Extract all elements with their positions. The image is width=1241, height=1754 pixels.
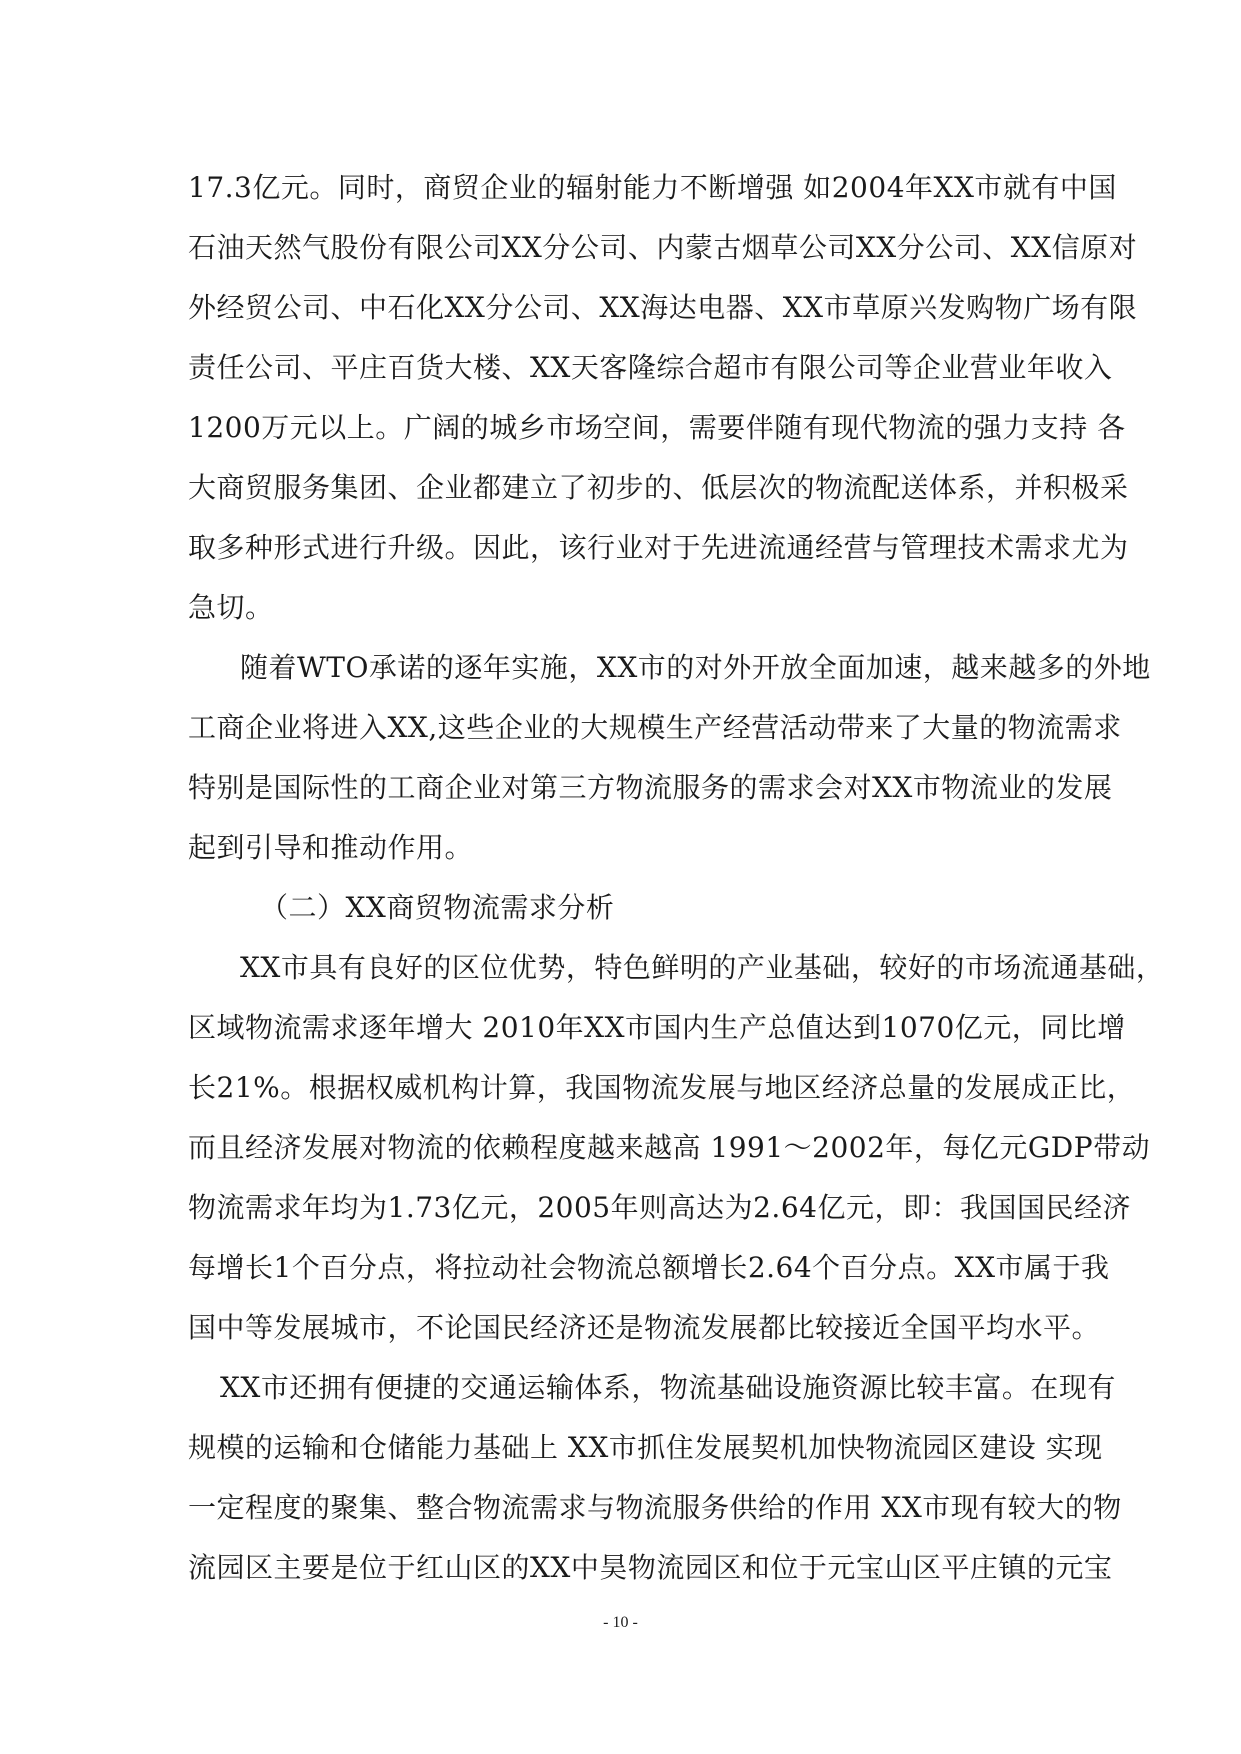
body-text [188, 158, 1165, 1598]
text-line: 工商企业将进入XX,这些企业的大规模生产经营活动带来了大量的物流需求 [188, 711, 1122, 744]
text-line: 一定程度的聚集、整合物流需求与物流服务供给的作用 XX市现有较大的物 [188, 1491, 1122, 1524]
text-line: 区域物流需求逐年增大 2010年XX市国内生产总值达到1070亿元，同比增 [188, 1011, 1126, 1044]
paragraph-start-line: XX市具有良好的区位优势，特色鲜明的产业基础，较好的市场流通基础， [240, 951, 1165, 984]
text-line: 每增长1个百分点，将拉动社会物流总额增长2.64个百分点。XX市属于我 [188, 1251, 1110, 1284]
text-line: 起到引导和推动作用。 [188, 831, 474, 864]
paragraph-start-line: XX市还拥有便捷的交通运输体系，物流基础设施资源比较丰富。在现有 [220, 1371, 1116, 1404]
text-line: 规模的运输和仓储能力基础上 XX市抓住发展契机加快物流园区建设 实现 [188, 1431, 1103, 1464]
section-heading: （二）XX商贸物流需求分析 [260, 891, 615, 924]
paragraph-start-line: 随着WTO承诺的逐年实施，XX市的对外开放全面加速，越来越多的外地 [240, 651, 1151, 684]
page-number: - 10 - [603, 1614, 638, 1631]
text-line: 流园区主要是位于红山区的XX中昊物流园区和位于元宝山区平庄镇的元宝 [188, 1551, 1113, 1584]
text-line: 长21%。根据权威机构计算，我国物流发展与地区经济总量的发展成正比， [188, 1071, 1136, 1104]
text-line: 石油天然气股份有限公司XX分公司、内蒙古烟草公司XX分公司、XX信原对 [188, 231, 1138, 264]
text-line: 而且经济发展对物流的依赖程度越来越高 1991～2002年，每亿元GDP带动 [188, 1131, 1151, 1164]
text-line: 急切。 [188, 591, 274, 624]
text-line: 取多种形式进行升级。因此，该行业对于先进流通经营与管理技术需求尤为 [188, 531, 1129, 564]
text-line: 外经贸公司、中石化XX分公司、XX海达电器、XX市草原兴发购物广场有限 [188, 291, 1138, 324]
text-line: 国中等发展城市，不论国民经济还是物流发展都比较接近全国平均水平。 [188, 1311, 1101, 1344]
text-line: 1200万元以上。广阔的城乡市场空间，需要伴随有现代物流的强力支持 各 [188, 411, 1126, 444]
text-line: 17.3亿元。同时，商贸企业的辐射能力不断增强 如2004年XX市就有中国 [188, 171, 1117, 204]
text-line: 物流需求年均为1.73亿元，2005年则高达为2.64亿元，即：我国国民经济 [188, 1191, 1131, 1224]
text-line: 特别是国际性的工商企业对第三方物流服务的需求会对XX市物流业的发展 [188, 771, 1113, 804]
text-line: 大商贸服务集团、企业都建立了初步的、低层次的物流配送体系，并积极采 [188, 471, 1129, 504]
text-line: 责任公司、平庄百货大楼、XX天客隆综合超市有限公司等企业营业年收入 [188, 351, 1113, 384]
